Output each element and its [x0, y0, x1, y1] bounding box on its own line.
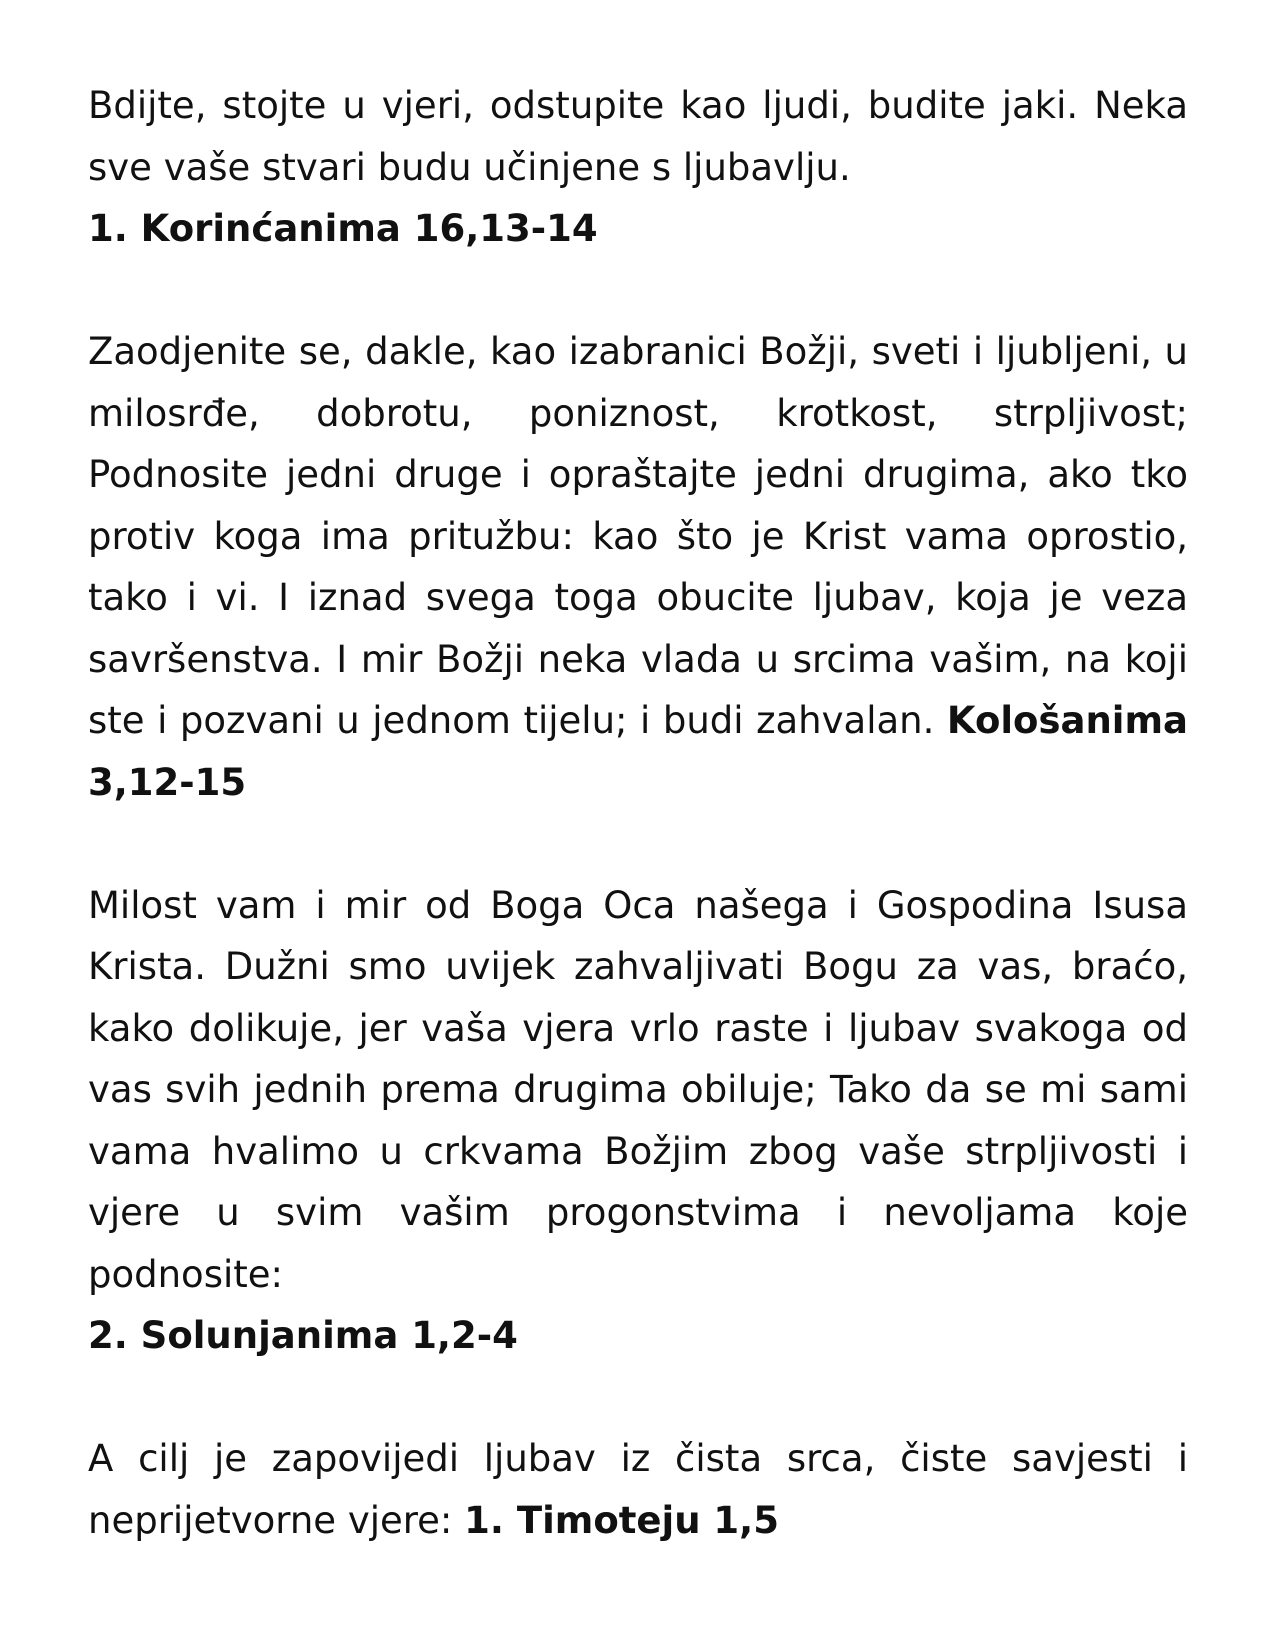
passage-2 — [88, 321, 1188, 813]
passage-3 — [88, 875, 1188, 1367]
passage-4-reference: 1. Timoteju 1,5 — [464, 1498, 779, 1542]
passage-1-reference: 1. Korinćanima 16,13-14 — [88, 207, 598, 250]
passage-4 — [88, 1428, 1188, 1551]
passage-1 — [88, 75, 1188, 260]
passage-2-text: Zaodjenite se, dakle, kao izabranici Božji, sveti i ljubljeni, u milosrđe, dobrotu, poniznost, krotkost, strpljivost; Podnosite jedni druge i opraštajte jedni drugima, ako tko protiv koga ima pritužbu: kao što je Krist vama oprostio, tako i vi. I iznad svega toga obucite ljubav, koja je veza savršenstva. I mir Božji neka vlada u srcima vašim, na koji ste i pozvani u jednom tijelu; i budi zahvalan. — [88, 330, 1188, 742]
passage-1-text: Bdijte, stojte u vjeri, odstupite kao ljudi, budite jaki. Neka sve vaše stvari budu učinjene s ljubavlju. — [88, 84, 1188, 189]
passage-4-text: A cilj je zapovijedi ljubav iz čista srca, čiste savjesti i neprijetvorne vjere: — [88, 1437, 1188, 1542]
document-page — [88, 75, 1188, 1551]
passage-3-reference: 2. Solunjanima 1,2-4 — [88, 1314, 518, 1357]
passage-3-text: Milost vam i mir od Boga Oca našega i Gospodina Isusa Krista. Dužni smo uvijek zahvaljivati Bogu za vas, braćo, kako dolikuje, jer vaša vjera vrlo raste i ljubav svakoga od vas svih jednih prema drugima obiluje; Tako da se mi sami vama hvalimo u crkvama Božjim zbog vaše strpljivosti i vjere u svim vašim progonstvima i nevoljama koje podnosite: — [88, 883, 1188, 1296]
passage-2-reference: Kološanima 3,12-15 — [88, 699, 1188, 804]
